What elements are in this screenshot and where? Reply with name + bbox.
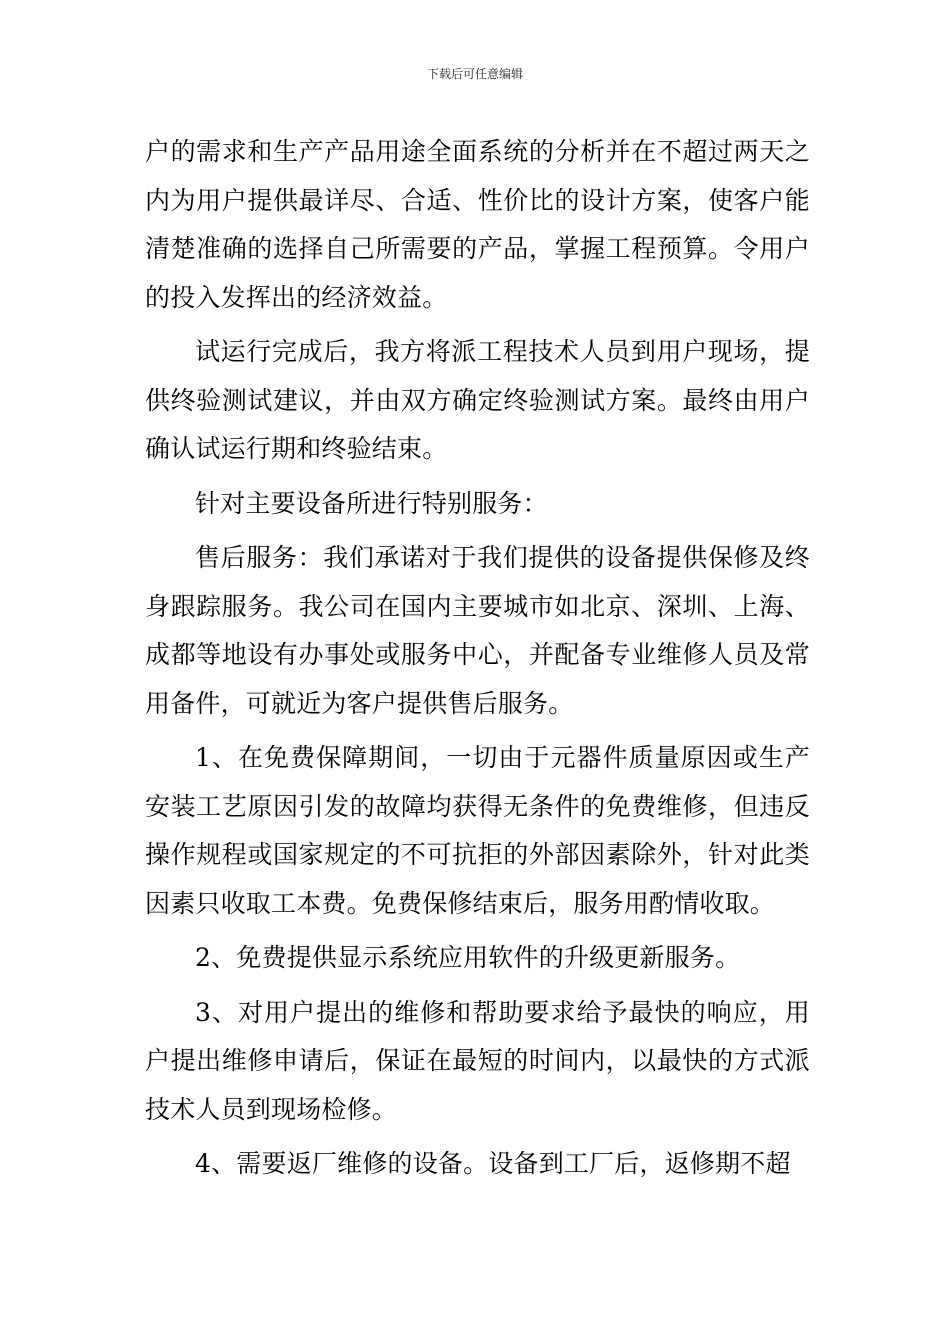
header-note: 下载后可任意编辑 (426, 67, 523, 81)
paragraph-after-sales: 售后服务：我们承诺对于我们提供的设备提供保修及终身跟踪服务。我公司在国内主要城市如北京、深圳、上海、成都等地设有办事处或服务中心，并配备专业维修人员及常用备件，可就近为客户提供售后服务。 (145, 543, 810, 718)
paragraph-item-4: 4、需要返厂维修的设备。设备到工厂后，返修期不超 (195, 1149, 791, 1178)
paragraph-item-2: 2、免费提供显示系统应用软件的升级更新服务。 (195, 943, 741, 972)
paragraph-item-3: 3、对用户提出的维修和帮助要求给予最快的响应，用户提出维修申请后，保证在最短的时间内，以最快的方式派技术人员到现场检修。 (145, 997, 810, 1124)
paragraph-item-1: 1、在免费保障期间，一切由于元器件质量原因或生产安装工艺原因引发的故障均获得无条件的免费维修，但违反操作规程或国家规定的不可抗拒的外部因素除外，针对此类因素只收取工本费。免费保修结束后，服务用酌情收取。 (145, 743, 810, 918)
paragraph-trial-run: 试运行完成后，我方将派工程技术人员到用户现场，提供终验测试建议，并由双方确定终验测试方案。最终由用户确认试运行期和终验结束。 (145, 337, 810, 463)
paragraph-special-service-heading: 针对主要设备所进行特别服务： (195, 488, 548, 518)
document-body (145, 128, 810, 1195)
paragraph-continuation: 户的需求和生产产品用途全面系统的分析并在不超过两天之内为用户提供最详尽、合适、性价比的设计方案，使客户能清楚准确的选择自己所需要的产品，掌握工程预算。令用户的投入发挥出的经济效益。 (145, 137, 810, 312)
